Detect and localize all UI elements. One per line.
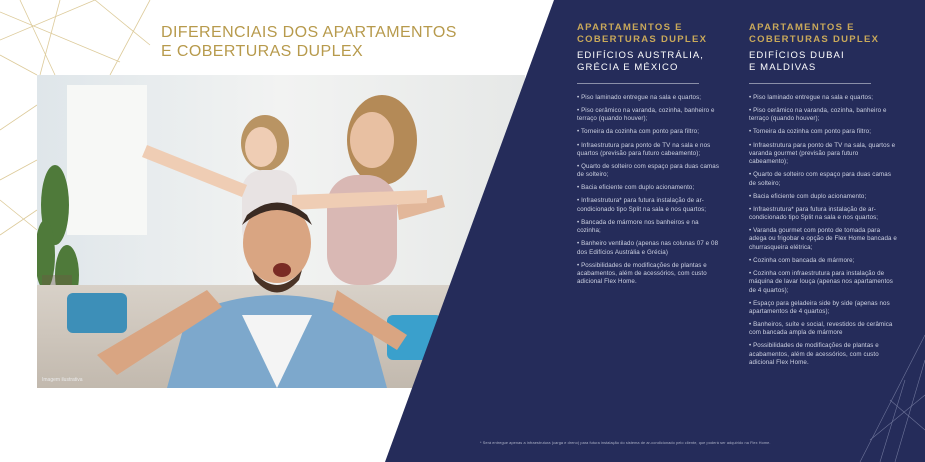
page-title-line2: E COBERTURAS DUPLEX <box>161 43 364 60</box>
feature-item: • Possibilidades de modificações de plantas e acabamentos, além de acessórios, com custo adicional Flex Home. <box>749 342 879 366</box>
feature-item: • Cozinha com infraestrutura para instalação de máquina de lavar louça (apenas nos apartamentos de 4 quartos); <box>749 269 894 294</box>
feature-item: • Bacia eficiente com duplo acionamento; <box>577 184 695 192</box>
column-heading <box>577 50 722 74</box>
column-heading-line2: GRÉCIA E MÉXICO <box>577 62 679 73</box>
feature-item: • Infraestrutura para ponto de TV na sala, quartos e varanda gourmet (previsão para futuro cabeamento); <box>749 141 896 166</box>
feature-item: • Bancada de mármore nos banheiros e na cozinha; <box>577 218 699 235</box>
feature-item: • Piso laminado entregue na sala e quartos; <box>749 94 874 101</box>
feature-item: • Torneira da cozinha com ponto para filtro; <box>749 128 872 136</box>
feature-item: • Torneira da cozinha com ponto para filtro; <box>577 128 700 136</box>
feature-item: • Bacia eficiente com duplo acionamento; <box>749 192 867 200</box>
feature-item: • Piso cerâmico na varanda, cozinha, banheiro e terraço (quando houver); <box>749 107 887 123</box>
feature-item: • Cozinha com bancada de mármore; <box>749 256 855 264</box>
feature-list <box>577 94 722 287</box>
column-kicker-line2: COBERTURAS DUPLEX <box>749 34 880 45</box>
column-heading-line1: EDIFÍCIOS AUSTRÁLIA, <box>577 50 705 61</box>
column-kicker-line1: APARTAMENTOS E <box>749 22 855 33</box>
feature-item: • Varanda gourmet com ponto de tomada para adega ou frigobar e opção de Flex Home bancada e churrasqueira elétrica; <box>749 227 897 251</box>
column-heading <box>749 50 899 74</box>
spec-column-dubai-maldivas <box>749 22 899 372</box>
feature-item: • Possibilidades de modificações de plantas e acabamentos, além de acessórios, com custo adicional Flex Home. <box>577 261 707 286</box>
photo-credit: Imagem ilustrativa <box>42 377 83 383</box>
column-kicker <box>577 22 722 46</box>
feature-item: • Banheiros, suíte e social, revestidos de cerâmica com bancada ampla de mármore <box>749 321 893 337</box>
footnote: * Será entregue apenas a infraestrutura (carga e dreno) para futura instalação do sistema de ar-condicionado pelo cliente, que poderá ser adquirido na Flex Home. <box>480 441 771 445</box>
page-title-line1: DIFERENCIAIS DOS APARTAMENTOS <box>161 24 457 41</box>
column-kicker-line2: COBERTURAS DUPLEX <box>577 34 708 45</box>
column-heading-line2: E MALDIVAS <box>749 62 817 73</box>
column-kicker <box>749 22 899 46</box>
feature-item: • Banheiro ventilado (apenas nas colunas 07 e 08 dos Edifícios Austrália e Grécia) <box>577 240 719 256</box>
feature-item: • Espaço para geladeira side by side (apenas nos apartamentos de 4 quartos); <box>749 299 890 315</box>
column-heading-line1: EDIFÍCIOS DUBAI <box>749 50 845 61</box>
feature-item: • Piso cerâmico na varanda, cozinha, banheiro e terraço (quando houver); <box>577 107 715 123</box>
feature-item: • Infraestrutura para ponto de TV na sala e nos quartos (previsão para futuro cabeamento); <box>577 141 711 157</box>
column-kicker-line1: APARTAMENTOS E <box>577 22 683 33</box>
feature-item: • Piso laminado entregue na sala e quartos; <box>577 94 702 101</box>
column-divider <box>749 83 871 84</box>
column-divider <box>577 83 699 84</box>
feature-item: • Quarto de solteiro com espaço para duas camas de solteiro; <box>749 171 892 187</box>
spec-column-australia-grecia-mexico <box>577 22 722 291</box>
feature-item: • Quarto de solteiro com espaço para duas camas de solteiro; <box>577 162 720 179</box>
feature-item: • Infraestrutura* para futura instalação de ar-condicionado tipo Split na sala e nos quartos; <box>749 205 879 222</box>
feature-list <box>749 94 899 367</box>
feature-item: • Infraestrutura* para futura instalação de ar-condicionado tipo Split na sala e nos quartos; <box>577 197 707 213</box>
